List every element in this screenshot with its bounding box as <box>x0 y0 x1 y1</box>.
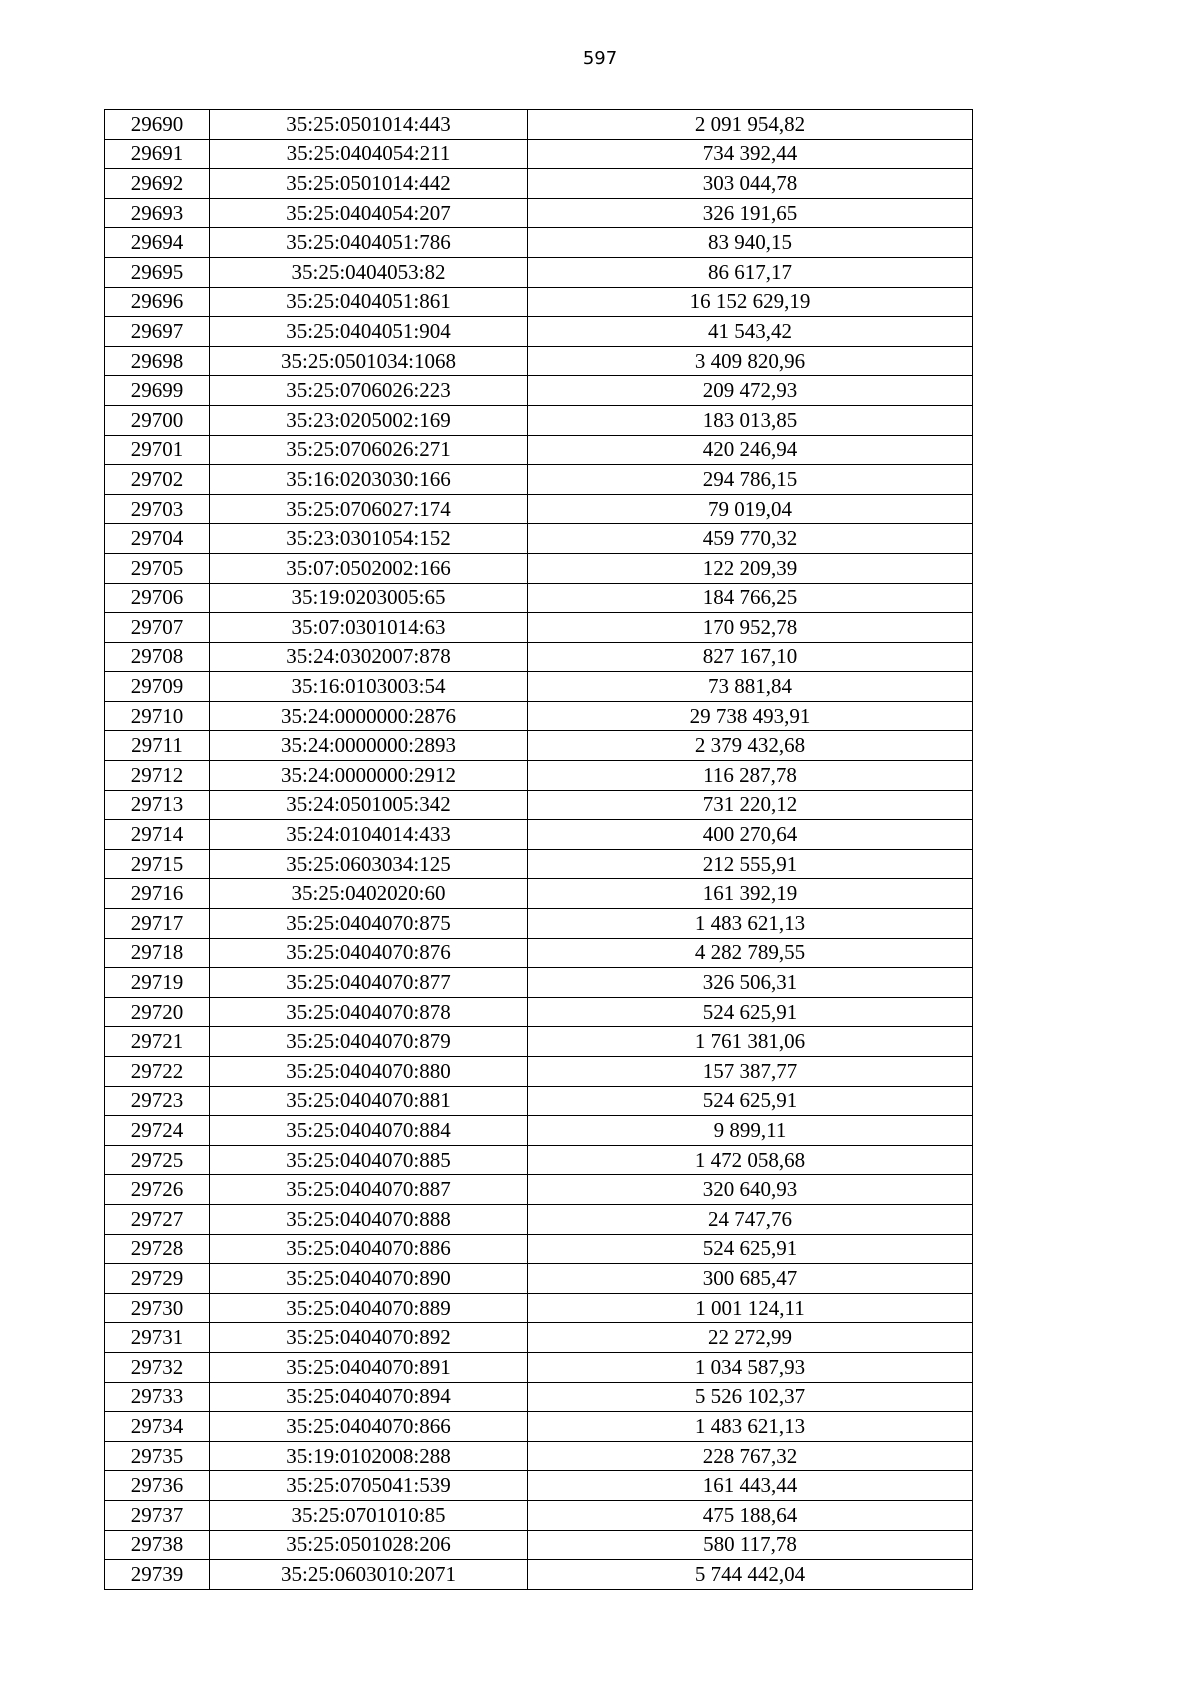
cadastral-number-cell: 35:25:0404070:881 <box>210 1086 528 1116</box>
row-number-cell: 29696 <box>105 287 210 317</box>
value-cell: 420 246,94 <box>528 435 973 465</box>
row-number-cell: 29730 <box>105 1293 210 1323</box>
row-number-cell: 29717 <box>105 909 210 939</box>
value-cell: 122 209,39 <box>528 553 973 583</box>
value-cell: 5 526 102,37 <box>528 1382 973 1412</box>
row-number-cell: 29698 <box>105 346 210 376</box>
row-number-cell: 29725 <box>105 1145 210 1175</box>
cadastral-number-cell: 35:25:0404070:886 <box>210 1234 528 1264</box>
row-number-cell: 29700 <box>105 405 210 435</box>
value-cell: 161 443,44 <box>528 1471 973 1501</box>
row-number-cell: 29737 <box>105 1500 210 1530</box>
table-row <box>105 553 973 583</box>
table-row <box>105 228 973 258</box>
cadastral-number-cell: 35:19:0102008:288 <box>210 1441 528 1471</box>
cadastral-number-cell: 35:25:0404054:207 <box>210 198 528 228</box>
table-row <box>105 1323 973 1353</box>
table-row <box>105 820 973 850</box>
cadastral-number-cell: 35:25:0404070:887 <box>210 1175 528 1205</box>
cadastral-number-cell: 35:25:0705041:539 <box>210 1471 528 1501</box>
row-number-cell: 29704 <box>105 524 210 554</box>
row-number-cell: 29726 <box>105 1175 210 1205</box>
cadastral-number-cell: 35:25:0404070:878 <box>210 997 528 1027</box>
table-row <box>105 968 973 998</box>
table-row <box>105 405 973 435</box>
cadastral-number-cell: 35:23:0205002:169 <box>210 405 528 435</box>
table-row <box>105 317 973 347</box>
row-number-cell: 29724 <box>105 1116 210 1146</box>
table-row <box>105 198 973 228</box>
cadastral-number-cell: 35:25:0404051:786 <box>210 228 528 258</box>
table-row <box>105 465 973 495</box>
row-number-cell: 29735 <box>105 1441 210 1471</box>
table-row <box>105 1471 973 1501</box>
value-cell: 303 044,78 <box>528 169 973 199</box>
page-number: 597 <box>582 48 618 69</box>
row-number-cell: 29718 <box>105 938 210 968</box>
row-number-cell: 29733 <box>105 1382 210 1412</box>
table-row <box>105 583 973 613</box>
cadastral-number-cell: 35:25:0603034:125 <box>210 849 528 879</box>
table-row <box>105 672 973 702</box>
table-row <box>105 110 973 140</box>
table-row <box>105 761 973 791</box>
value-cell: 827 167,10 <box>528 642 973 672</box>
cadastral-number-cell: 35:25:0404070:877 <box>210 968 528 998</box>
value-cell: 22 272,99 <box>528 1323 973 1353</box>
cadastral-number-cell: 35:25:0706027:174 <box>210 494 528 524</box>
cadastral-number-cell: 35:25:0404070:866 <box>210 1412 528 1442</box>
cadastral-number-cell: 35:25:0404070:890 <box>210 1264 528 1294</box>
cadastral-number-cell: 35:24:0000000:2893 <box>210 731 528 761</box>
value-cell: 1 483 621,13 <box>528 1412 973 1442</box>
row-number-cell: 29716 <box>105 879 210 909</box>
row-number-cell: 29731 <box>105 1323 210 1353</box>
row-number-cell: 29711 <box>105 731 210 761</box>
cadastral-number-cell: 35:24:0000000:2912 <box>210 761 528 791</box>
cadastral-number-cell: 35:25:0501034:1068 <box>210 346 528 376</box>
value-cell: 184 766,25 <box>528 583 973 613</box>
value-cell: 320 640,93 <box>528 1175 973 1205</box>
value-cell: 86 617,17 <box>528 257 973 287</box>
value-cell: 459 770,32 <box>528 524 973 554</box>
table-row <box>105 849 973 879</box>
value-cell: 524 625,91 <box>528 1234 973 1264</box>
table-row <box>105 879 973 909</box>
value-cell: 326 506,31 <box>528 968 973 998</box>
value-cell: 170 952,78 <box>528 613 973 643</box>
table-row <box>105 524 973 554</box>
row-number-cell: 29722 <box>105 1057 210 1087</box>
cadastral-number-cell: 35:25:0404053:82 <box>210 257 528 287</box>
table-row <box>105 1086 973 1116</box>
table-row <box>105 1352 973 1382</box>
table-row <box>105 435 973 465</box>
table-row <box>105 1175 973 1205</box>
table-row <box>105 1057 973 1087</box>
table-row <box>105 1027 973 1057</box>
value-cell: 73 881,84 <box>528 672 973 702</box>
value-cell: 731 220,12 <box>528 790 973 820</box>
row-number-cell: 29701 <box>105 435 210 465</box>
row-number-cell: 29695 <box>105 257 210 287</box>
table-row <box>105 494 973 524</box>
row-number-cell: 29712 <box>105 761 210 791</box>
value-cell: 475 188,64 <box>528 1500 973 1530</box>
table-row <box>105 909 973 939</box>
cadastral-number-cell: 35:07:0301014:63 <box>210 613 528 643</box>
table-row <box>105 1500 973 1530</box>
value-cell: 5 744 442,04 <box>528 1560 973 1590</box>
table-row <box>105 997 973 1027</box>
cadastral-number-cell: 35:25:0501014:442 <box>210 169 528 199</box>
row-number-cell: 29728 <box>105 1234 210 1264</box>
value-cell: 209 472,93 <box>528 376 973 406</box>
value-cell: 294 786,15 <box>528 465 973 495</box>
value-cell: 16 152 629,19 <box>528 287 973 317</box>
row-number-cell: 29693 <box>105 198 210 228</box>
value-cell: 161 392,19 <box>528 879 973 909</box>
cadastral-number-cell: 35:24:0000000:2876 <box>210 701 528 731</box>
table-row <box>105 139 973 169</box>
cadastral-number-cell: 35:25:0404070:876 <box>210 938 528 968</box>
table-row <box>105 1145 973 1175</box>
row-number-cell: 29736 <box>105 1471 210 1501</box>
row-number-cell: 29723 <box>105 1086 210 1116</box>
cadastral-number-cell: 35:24:0302007:878 <box>210 642 528 672</box>
row-number-cell: 29738 <box>105 1530 210 1560</box>
table-row <box>105 1116 973 1146</box>
cadastral-number-cell: 35:16:0203030:166 <box>210 465 528 495</box>
row-number-cell: 29692 <box>105 169 210 199</box>
value-cell: 400 270,64 <box>528 820 973 850</box>
row-number-cell: 29734 <box>105 1412 210 1442</box>
cadastral-number-cell: 35:25:0404070:885 <box>210 1145 528 1175</box>
row-number-cell: 29703 <box>105 494 210 524</box>
value-cell: 41 543,42 <box>528 317 973 347</box>
table-row <box>105 1382 973 1412</box>
cadastral-number-cell: 35:25:0402020:60 <box>210 879 528 909</box>
row-number-cell: 29707 <box>105 613 210 643</box>
table-row <box>105 257 973 287</box>
cadastral-number-cell: 35:25:0404070:891 <box>210 1352 528 1382</box>
value-cell: 1 483 621,13 <box>528 909 973 939</box>
table-row <box>105 642 973 672</box>
cadastral-number-cell: 35:25:0404070:884 <box>210 1116 528 1146</box>
cadastral-number-cell: 35:25:0404070:888 <box>210 1204 528 1234</box>
table-row <box>105 731 973 761</box>
row-number-cell: 29720 <box>105 997 210 1027</box>
table-row <box>105 1441 973 1471</box>
value-cell: 734 392,44 <box>528 139 973 169</box>
table-row <box>105 701 973 731</box>
cadastral-number-cell: 35:23:0301054:152 <box>210 524 528 554</box>
value-cell: 9 899,11 <box>528 1116 973 1146</box>
cadastral-number-cell: 35:25:0404070:879 <box>210 1027 528 1057</box>
cadastral-number-cell: 35:25:0706026:271 <box>210 435 528 465</box>
row-number-cell: 29739 <box>105 1560 210 1590</box>
row-number-cell: 29732 <box>105 1352 210 1382</box>
cadastral-number-cell: 35:25:0404070:875 <box>210 909 528 939</box>
registry-table-body <box>105 110 973 1590</box>
cadastral-number-cell: 35:25:0404051:861 <box>210 287 528 317</box>
cadastral-number-cell: 35:25:0701010:85 <box>210 1500 528 1530</box>
table-row <box>105 346 973 376</box>
table-row <box>105 1293 973 1323</box>
cadastral-number-cell: 35:07:0502002:166 <box>210 553 528 583</box>
value-cell: 4 282 789,55 <box>528 938 973 968</box>
registry-table <box>104 109 973 1590</box>
table-row <box>105 1264 973 1294</box>
value-cell: 79 019,04 <box>528 494 973 524</box>
cadastral-number-cell: 35:25:0501028:206 <box>210 1530 528 1560</box>
cadastral-number-cell: 35:25:0603010:2071 <box>210 1560 528 1590</box>
row-number-cell: 29713 <box>105 790 210 820</box>
cadastral-number-cell: 35:19:0203005:65 <box>210 583 528 613</box>
value-cell: 212 555,91 <box>528 849 973 879</box>
cadastral-number-cell: 35:25:0706026:223 <box>210 376 528 406</box>
table-row <box>105 1412 973 1442</box>
value-cell: 183 013,85 <box>528 405 973 435</box>
value-cell: 116 287,78 <box>528 761 973 791</box>
row-number-cell: 29697 <box>105 317 210 347</box>
row-number-cell: 29694 <box>105 228 210 258</box>
value-cell: 300 685,47 <box>528 1264 973 1294</box>
row-number-cell: 29702 <box>105 465 210 495</box>
value-cell: 524 625,91 <box>528 997 973 1027</box>
value-cell: 1 761 381,06 <box>528 1027 973 1057</box>
table-row <box>105 1234 973 1264</box>
table-row <box>105 376 973 406</box>
row-number-cell: 29709 <box>105 672 210 702</box>
value-cell: 24 747,76 <box>528 1204 973 1234</box>
cadastral-number-cell: 35:25:0404070:892 <box>210 1323 528 1353</box>
table-row <box>105 1530 973 1560</box>
value-cell: 524 625,91 <box>528 1086 973 1116</box>
cadastral-number-cell: 35:25:0404070:880 <box>210 1057 528 1087</box>
row-number-cell: 29714 <box>105 820 210 850</box>
row-number-cell: 29706 <box>105 583 210 613</box>
value-cell: 3 409 820,96 <box>528 346 973 376</box>
value-cell: 228 767,32 <box>528 1441 973 1471</box>
row-number-cell: 29705 <box>105 553 210 583</box>
table-row <box>105 1560 973 1590</box>
cadastral-number-cell: 35:25:0404070:889 <box>210 1293 528 1323</box>
row-number-cell: 29699 <box>105 376 210 406</box>
value-cell: 2 379 432,68 <box>528 731 973 761</box>
table-row <box>105 287 973 317</box>
row-number-cell: 29708 <box>105 642 210 672</box>
cadastral-number-cell: 35:25:0404070:894 <box>210 1382 528 1412</box>
row-number-cell: 29710 <box>105 701 210 731</box>
table-row <box>105 613 973 643</box>
row-number-cell: 29729 <box>105 1264 210 1294</box>
table-row <box>105 169 973 199</box>
cadastral-number-cell: 35:16:0103003:54 <box>210 672 528 702</box>
table-row <box>105 790 973 820</box>
cadastral-number-cell: 35:24:0501005:342 <box>210 790 528 820</box>
row-number-cell: 29721 <box>105 1027 210 1057</box>
cadastral-number-cell: 35:24:0104014:433 <box>210 820 528 850</box>
value-cell: 326 191,65 <box>528 198 973 228</box>
value-cell: 157 387,77 <box>528 1057 973 1087</box>
row-number-cell: 29719 <box>105 968 210 998</box>
value-cell: 580 117,78 <box>528 1530 973 1560</box>
cadastral-number-cell: 35:25:0404051:904 <box>210 317 528 347</box>
row-number-cell: 29715 <box>105 849 210 879</box>
value-cell: 1 034 587,93 <box>528 1352 973 1382</box>
value-cell: 29 738 493,91 <box>528 701 973 731</box>
row-number-cell: 29727 <box>105 1204 210 1234</box>
row-number-cell: 29691 <box>105 139 210 169</box>
cadastral-number-cell: 35:25:0404054:211 <box>210 139 528 169</box>
row-number-cell: 29690 <box>105 110 210 140</box>
cadastral-number-cell: 35:25:0501014:443 <box>210 110 528 140</box>
value-cell: 1 472 058,68 <box>528 1145 973 1175</box>
value-cell: 2 091 954,82 <box>528 110 973 140</box>
value-cell: 1 001 124,11 <box>528 1293 973 1323</box>
value-cell: 83 940,15 <box>528 228 973 258</box>
table-row <box>105 1204 973 1234</box>
table-row <box>105 938 973 968</box>
